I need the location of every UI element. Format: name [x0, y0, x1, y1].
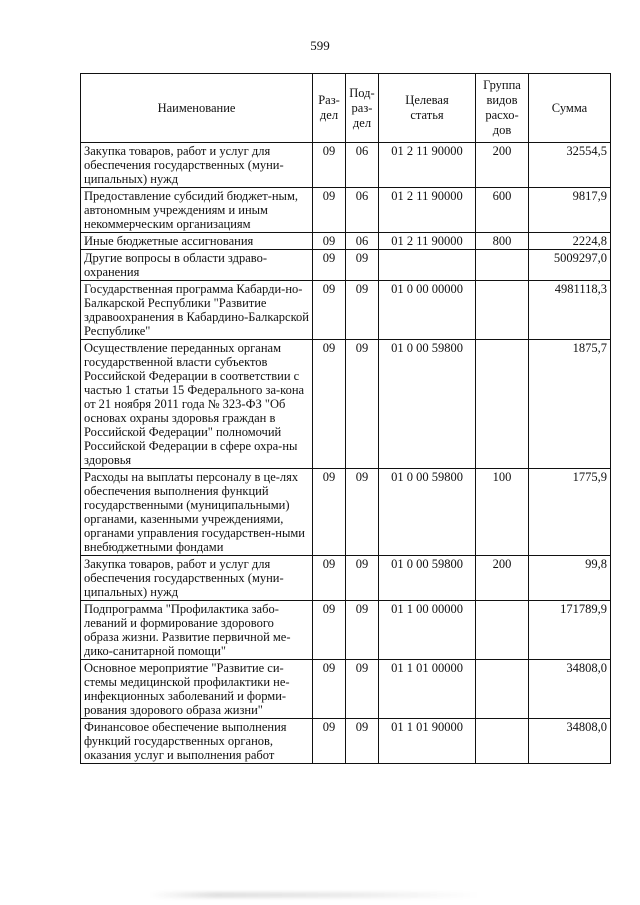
cell-subsection: 06	[346, 233, 379, 250]
table-row	[81, 281, 611, 340]
cell-section: 09	[313, 556, 346, 601]
cell-group	[476, 719, 529, 764]
cell-target: 01 0 00 59800	[379, 556, 476, 601]
table-row	[81, 660, 611, 719]
cell-name: Предоставление субсидий бюджет-ным, автономным учреждениям и иным некоммерческим организациям	[81, 188, 313, 233]
cell-section: 09	[313, 233, 346, 250]
cell-group	[476, 250, 529, 281]
cell-group: 100	[476, 469, 529, 556]
cell-subsection: 09	[346, 556, 379, 601]
cell-section: 09	[313, 660, 346, 719]
table-row	[81, 233, 611, 250]
cell-name: Закупка товаров, работ и услуг для обеспечения государственных (муни-ципальных) нужд	[81, 143, 313, 188]
cell-section: 09	[313, 719, 346, 764]
table-row	[81, 469, 611, 556]
cell-section: 09	[313, 601, 346, 660]
cell-name: Финансовое обеспечение выполнения функций государственных органов, оказания услуг и выполнения работ	[81, 719, 313, 764]
table-body	[81, 143, 611, 764]
cell-name: Государственная программа Кабарди-но-Балкарской Республики "Развитие здравоохранения в Кабардино-Балкарской Республике"	[81, 281, 313, 340]
cell-subsection: 06	[346, 188, 379, 233]
cell-section: 09	[313, 469, 346, 556]
scan-artifact	[150, 892, 480, 898]
header-name-label: Наименование	[157, 100, 236, 115]
header-sum-label: Сумма	[551, 100, 588, 115]
cell-name: Закупка товаров, работ и услуг для обеспечения государственных (муни-ципальных) нужд	[81, 556, 313, 601]
page-number: 599	[310, 38, 330, 53]
cell-subsection: 09	[346, 281, 379, 340]
cell-sum: 9817,9	[529, 188, 611, 233]
header-section: Раз- дел	[313, 74, 346, 143]
cell-sum: 171789,9	[529, 601, 611, 660]
cell-sum: 2224,8	[529, 233, 611, 250]
cell-sum: 34808,0	[529, 660, 611, 719]
cell-subsection: 09	[346, 719, 379, 764]
cell-sum: 5009297,0	[529, 250, 611, 281]
cell-section: 09	[313, 340, 346, 469]
cell-name: Подпрограмма "Профилактика забо-леваний и формирование здорового образа жизни. Развитие первичной ме-дико-санитарной помощи"	[81, 601, 313, 660]
cell-name: Иные бюджетные ассигнования	[81, 233, 313, 250]
table-row	[81, 143, 611, 188]
cell-group: 200	[476, 143, 529, 188]
cell-sum: 1875,7	[529, 340, 611, 469]
cell-subsection: 09	[346, 250, 379, 281]
cell-group: 200	[476, 556, 529, 601]
cell-target	[379, 250, 476, 281]
cell-sum: 34808,0	[529, 719, 611, 764]
table-row	[81, 250, 611, 281]
cell-group	[476, 281, 529, 340]
cell-section: 09	[313, 250, 346, 281]
cell-target: 01 0 00 59800	[379, 469, 476, 556]
cell-sum: 99,8	[529, 556, 611, 601]
cell-section: 09	[313, 143, 346, 188]
header-group: Группа видов расхо- дов	[476, 74, 529, 143]
header-sum	[529, 74, 611, 143]
cell-subsection: 09	[346, 469, 379, 556]
cell-target: 01 1 01 00000	[379, 660, 476, 719]
cell-section: 09	[313, 281, 346, 340]
cell-target: 01 0 00 59800	[379, 340, 476, 469]
cell-group	[476, 660, 529, 719]
cell-target: 01 2 11 90000	[379, 143, 476, 188]
cell-name: Основное мероприятие "Развитие си-стемы медицинской профилактики не-инфекционных заболеваний и форми-рования здорового образа жизни"	[81, 660, 313, 719]
header-target: Целевая статья	[379, 74, 476, 143]
cell-target: 01 1 01 90000	[379, 719, 476, 764]
cell-target: 01 2 11 90000	[379, 233, 476, 250]
cell-sum: 1775,9	[529, 469, 611, 556]
cell-subsection: 09	[346, 601, 379, 660]
budget-table	[80, 73, 611, 764]
table-row	[81, 188, 611, 233]
cell-sum: 32554,5	[529, 143, 611, 188]
cell-subsection: 06	[346, 143, 379, 188]
cell-name: Другие вопросы в области здраво-охранения	[81, 250, 313, 281]
cell-sum: 4981118,3	[529, 281, 611, 340]
header-subsection: Под- раз- дел	[346, 74, 379, 143]
cell-name: Расходы на выплаты персоналу в це-лях обеспечения выполнения функций государственными (муниципальными) органами, казенными учреждениями, органами управления государствен-ными внебюджетными фондами	[81, 469, 313, 556]
cell-section: 09	[313, 188, 346, 233]
cell-group	[476, 340, 529, 469]
cell-subsection: 09	[346, 660, 379, 719]
cell-subsection: 09	[346, 340, 379, 469]
table-row	[81, 719, 611, 764]
cell-target: 01 2 11 90000	[379, 188, 476, 233]
table-row	[81, 340, 611, 469]
cell-name: Осуществление переданных органам государственной власти субъектов Российской Федерации в соответствии с частью 1 статьи 15 Федерального за-кона от 21 ноября 2011 года № 323-ФЗ "Об основах охраны здоровья граждан в Российской Федерации" полномочий Российской Федерации в сфере охра-ны здоровья	[81, 340, 313, 469]
cell-group: 600	[476, 188, 529, 233]
header-name	[81, 74, 313, 143]
cell-target: 01 1 00 00000	[379, 601, 476, 660]
table-row	[81, 601, 611, 660]
cell-group	[476, 601, 529, 660]
table-header-row	[81, 74, 611, 143]
cell-group: 800	[476, 233, 529, 250]
table-row	[81, 556, 611, 601]
cell-target: 01 0 00 00000	[379, 281, 476, 340]
